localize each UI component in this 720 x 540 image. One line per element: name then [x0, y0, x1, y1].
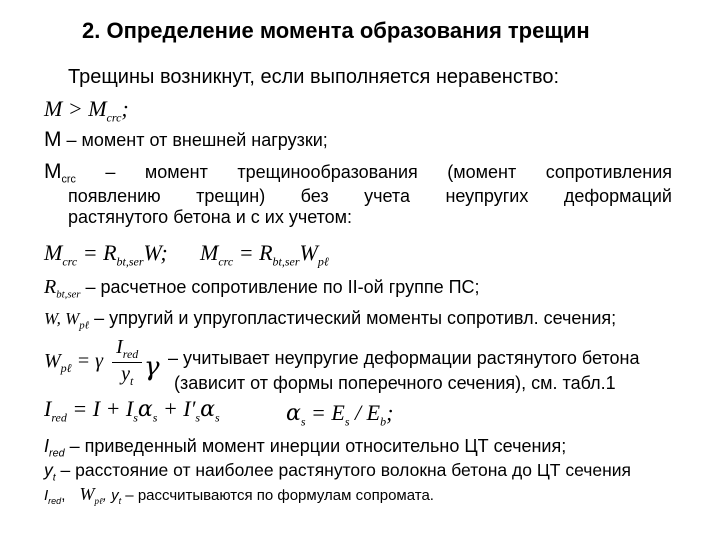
def-punct: ,	[61, 487, 66, 504]
formula-operator: = γ	[71, 350, 104, 373]
formula-symbol: M	[200, 240, 219, 265]
gamma-symbol: γ	[144, 352, 160, 382]
def-w	[44, 308, 616, 332]
formula-punct: ;	[160, 240, 168, 265]
formula-subscript: s	[133, 410, 138, 425]
def-subscript: pℓ	[79, 319, 90, 332]
def-symbol: , y	[102, 487, 119, 504]
def-symbol: W, W	[44, 309, 80, 328]
formula-subscript: crc	[106, 110, 122, 125]
def-line: растянутого бетона и с их учетом:	[68, 206, 353, 227]
formula-symbol: M	[88, 96, 107, 121]
formula-symbol: α	[137, 397, 153, 422]
formula-subscript: s	[152, 410, 158, 425]
formula-operator: / E	[349, 400, 381, 425]
alpha-formula	[286, 400, 393, 429]
formula-operator: = R	[233, 240, 273, 265]
formula-symbol: I	[44, 396, 52, 421]
formula-symbol: W	[44, 350, 61, 373]
def-text: – упругий и упругопластический моменты сопротивл. сечения;	[89, 308, 617, 328]
def-text: – расстояние от наиболее растянутого волокна бетона до ЦТ сечения	[55, 460, 631, 480]
def-symbol: R	[44, 276, 57, 298]
def-text: – расчетное сопротивление по II-ой группе ПС;	[80, 277, 480, 297]
def-mcrc	[44, 160, 672, 228]
def-yt	[44, 460, 631, 484]
formula-subscript: t	[129, 374, 134, 388]
def-symbol: M	[44, 128, 62, 151]
wpl-formula	[44, 336, 142, 389]
formula-expression: + I′	[157, 396, 196, 421]
fraction-numerator	[112, 336, 142, 363]
def-m	[44, 128, 328, 152]
formula-symbol: M	[44, 96, 63, 121]
formula-symbol: y	[121, 363, 130, 385]
page-title: 2. Определение момента образования трещин	[82, 18, 590, 43]
def-text: – приведенный момент инерции относительно ЦТ сечения;	[64, 436, 567, 456]
formula-subscript: bt,ser	[116, 254, 144, 269]
ired-formula	[44, 396, 220, 425]
formula-operator: = R	[77, 240, 117, 265]
formula-expression: = I + I	[66, 396, 134, 421]
formula-subscript: s	[300, 414, 306, 429]
def-subscript: t	[52, 471, 56, 484]
def-symbol: y	[44, 460, 53, 480]
def-subscript: red	[49, 447, 65, 460]
formula-symbol: I	[116, 336, 123, 358]
formula-symbol: α	[286, 401, 301, 426]
formula-fraction	[112, 336, 142, 389]
def-subscript: crc	[61, 173, 76, 186]
def-rbtser	[44, 276, 480, 301]
formula-subscript: s	[344, 414, 350, 429]
def-symbol: W	[79, 484, 95, 504]
def-text: – момент трещинообразования (момент сопротивления	[75, 162, 672, 182]
formula-symbol: α	[200, 397, 215, 422]
formula-subscript: bt,ser	[272, 254, 300, 269]
def-symbol: I	[44, 487, 49, 504]
def-text: – момент от внешней нагрузки;	[61, 130, 328, 150]
formula-subscript: pℓ	[317, 254, 329, 269]
formula-subscript: red	[51, 410, 67, 425]
formula-subscript: s	[214, 410, 220, 425]
inequality-formula	[44, 96, 129, 125]
def-subscript: red	[48, 496, 62, 506]
formula-subscript: red	[122, 347, 139, 361]
def-line: – учитывает неупругие деформации растянутого бетона	[168, 348, 640, 368]
def-symbol: I	[44, 436, 50, 456]
formula-operator: = E	[305, 400, 345, 425]
formula-punct: ;	[121, 96, 129, 121]
def-subscript: t	[118, 496, 122, 506]
formula-operator: >	[67, 96, 83, 121]
formula-subscript: pℓ	[60, 361, 72, 376]
def-subscript: bt,ser	[56, 288, 81, 301]
def-gamma	[168, 348, 639, 394]
def-text: – рассчитываются по формулам сопромата.	[121, 487, 434, 504]
formula-symbol: M	[44, 240, 63, 265]
def-subscript: pℓ	[94, 496, 103, 506]
formula-subscript: crc	[218, 254, 234, 269]
formula-symbol: W	[143, 240, 161, 265]
def-line	[44, 160, 672, 186]
formula-subscript: s	[195, 410, 201, 425]
fraction-denominator	[117, 363, 137, 389]
formula-symbol: W	[299, 240, 318, 265]
mcrc-formula-plastic	[200, 240, 329, 269]
def-last	[44, 484, 434, 506]
def-ired	[44, 436, 566, 460]
formula-punct: ;	[386, 400, 394, 425]
def-symbol: M	[44, 160, 62, 183]
formula-subscript: b	[380, 414, 387, 429]
def-line: (зависит от формы поперечного сечения), см. табл.1	[174, 373, 616, 393]
def-line: появлению трещин) без учета неупругих деформаций	[68, 185, 672, 206]
formula-subscript: crc	[62, 254, 78, 269]
intro-text: Трещины возникнут, если выполняется неравенство:	[68, 66, 560, 88]
mcrc-formula-elastic	[44, 240, 168, 269]
